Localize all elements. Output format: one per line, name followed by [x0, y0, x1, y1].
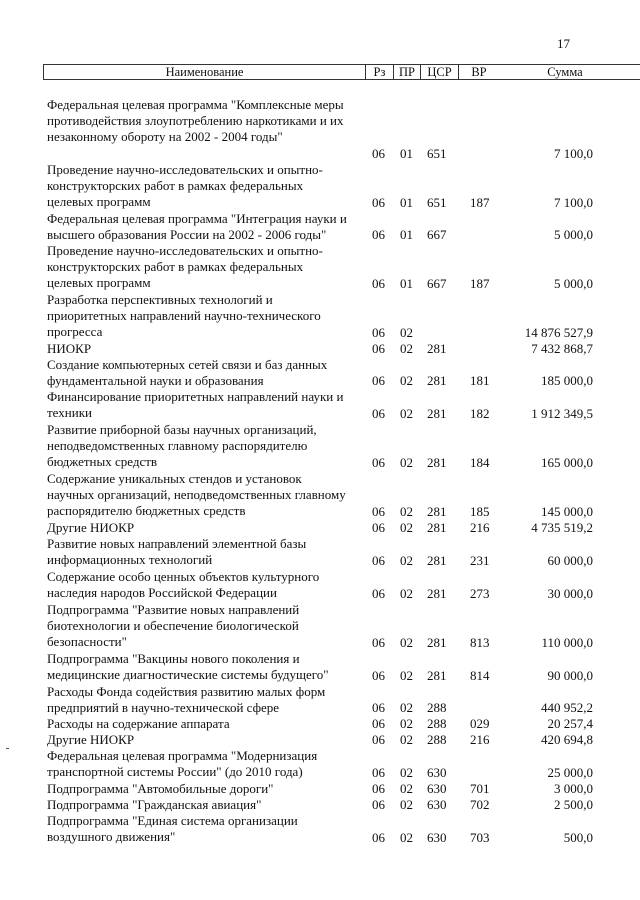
- row-csr: 281: [427, 553, 447, 568]
- row-name: Подпрограмма "Автомобильные дороги": [47, 781, 274, 796]
- row-sum: 7 432 868,7: [531, 341, 593, 356]
- row-rz: 06: [372, 373, 385, 388]
- row-sum: 420 694,8: [541, 732, 593, 747]
- row-pr: 01: [400, 276, 413, 291]
- row-sum: 500,0: [563, 830, 593, 845]
- row-csr: 281: [427, 520, 447, 535]
- row-sum: 165 000,0: [541, 455, 593, 470]
- row-pr: 02: [400, 781, 413, 796]
- row-rz: 06: [372, 716, 385, 731]
- table-row: [0, 357, 640, 389]
- column-header-rz: Рз: [366, 65, 394, 79]
- row-vr: 273: [470, 586, 490, 601]
- row-name: Подпрограмма "Развитие новых направлений биотехнологии и обеспечение биологической безопасности": [47, 602, 300, 650]
- row-pr: 02: [400, 520, 413, 535]
- page-number: 17: [557, 36, 570, 51]
- row-rz: 06: [372, 146, 385, 161]
- row-sum: 60 000,0: [547, 553, 593, 568]
- row-vr: 216: [470, 520, 490, 535]
- row-sum: 5 000,0: [554, 276, 593, 291]
- row-vr: 216: [470, 732, 490, 747]
- row-csr: 651: [427, 146, 447, 161]
- row-name: Проведение научно-исследовательских и опытно-конструкторских работ в рамках федеральных целевых программ: [47, 162, 323, 210]
- row-rz: 06: [372, 341, 385, 356]
- table-row: [0, 243, 640, 292]
- row-csr: 281: [427, 586, 447, 601]
- table-header: [43, 64, 640, 80]
- row-rz: 06: [372, 455, 385, 470]
- row-pr: 02: [400, 635, 413, 650]
- row-pr: 02: [400, 716, 413, 731]
- row-rz: 06: [372, 520, 385, 535]
- column-header-name: Наименование: [44, 65, 366, 79]
- row-sum: 25 000,0: [547, 765, 593, 780]
- row-pr: 01: [400, 227, 413, 242]
- row-name: НИОКР: [47, 341, 92, 356]
- row-sum: 30 000,0: [547, 586, 593, 601]
- row-vr: 182: [470, 406, 490, 421]
- row-sum: 3 000,0: [554, 781, 593, 796]
- row-pr: 02: [400, 504, 413, 519]
- row-csr: 630: [427, 830, 447, 845]
- row-name: Подпрограмма "Единая система организации воздушного движения": [47, 813, 298, 845]
- table-row: [0, 389, 640, 422]
- row-name: Федеральная целевая программа "Интеграция науки и высшего образования России на 2002 - 2006 годы": [47, 211, 347, 243]
- row-vr: 813: [470, 635, 490, 650]
- table-row: [0, 716, 640, 732]
- row-name: Разработка перспективных технологий и приоритетных направлений научно-технического прогресса: [47, 292, 321, 340]
- table-row: [0, 536, 640, 569]
- row-pr: 02: [400, 341, 413, 356]
- row-vr: 184: [470, 455, 490, 470]
- row-sum: 90 000,0: [547, 668, 593, 683]
- row-pr: 02: [400, 668, 413, 683]
- row-name: Федеральная целевая программа "Модернизация транспортной системы России" (до 2010 года): [47, 748, 318, 780]
- row-rz: 06: [372, 765, 385, 780]
- row-sum: 110 000,0: [541, 635, 593, 650]
- table-row: [0, 781, 640, 797]
- row-pr: 02: [400, 732, 413, 747]
- row-name: Развитие новых направлений элементной базы информационных технологий: [47, 536, 307, 568]
- row-rz: 06: [372, 325, 385, 340]
- row-rz: 06: [372, 406, 385, 421]
- row-rz: 06: [372, 830, 385, 845]
- row-csr: 281: [427, 341, 447, 356]
- table-row: [0, 520, 640, 536]
- row-name: Создание компьютерных сетей связи и баз данных фундаментальной науки и образования: [47, 357, 328, 389]
- table-row: [0, 748, 640, 781]
- row-pr: 01: [400, 195, 413, 210]
- column-header-vr: ВР: [471, 65, 487, 79]
- row-vr: 181: [470, 373, 490, 388]
- row-vr: 231: [470, 553, 490, 568]
- table-row: [0, 211, 640, 243]
- row-sum: 440 952,2: [541, 700, 593, 715]
- column-header-sum: Сумма: [547, 65, 583, 79]
- row-sum: 4 735 519,2: [531, 520, 593, 535]
- row-name: Другие НИОКР: [47, 732, 135, 747]
- row-vr: 185: [470, 504, 490, 519]
- row-name: Финансирование приоритетных направлений науки и техники: [47, 389, 344, 421]
- column-header-csr: ЦСР: [421, 65, 459, 79]
- row-csr: 281: [427, 504, 447, 519]
- table-row: [0, 292, 640, 341]
- row-pr: 02: [400, 325, 413, 340]
- row-csr: 667: [427, 276, 447, 291]
- row-csr: 630: [427, 765, 447, 780]
- row-rz: 06: [372, 553, 385, 568]
- row-sum: 14 876 527,9: [524, 325, 593, 340]
- row-pr: 02: [400, 553, 413, 568]
- row-name: Проведение научно-исследовательских и опытно-конструкторских работ в рамках федеральных целевых программ: [47, 243, 323, 291]
- row-name: Подпрограмма "Вакцины нового поколения и медицинские диагностические системы будущего": [47, 651, 329, 683]
- row-pr: 01: [400, 146, 413, 161]
- row-pr: 02: [400, 830, 413, 845]
- row-pr: 02: [400, 700, 413, 715]
- table-row: [0, 602, 640, 651]
- row-sum: 1 912 349,5: [531, 406, 593, 421]
- row-pr: 02: [400, 797, 413, 812]
- row-rz: 06: [372, 797, 385, 812]
- row-csr: 281: [427, 668, 447, 683]
- row-csr: 281: [427, 635, 447, 650]
- row-vr: 702: [470, 797, 490, 812]
- table-row: [0, 813, 640, 846]
- row-sum: 185 000,0: [541, 373, 593, 388]
- row-sum: 7 100,0: [554, 146, 593, 161]
- row-name: Другие НИОКР: [47, 520, 135, 535]
- row-rz: 06: [372, 635, 385, 650]
- row-name: Развитие приборной базы научных организаций, неподведомственных главному распорядителю бюджетных средств: [47, 422, 317, 470]
- table-row: [0, 569, 640, 602]
- row-rz: 06: [372, 504, 385, 519]
- row-pr: 02: [400, 455, 413, 470]
- row-sum: 20 257,4: [547, 716, 593, 731]
- row-rz: 06: [372, 276, 385, 291]
- table-row: [0, 422, 640, 471]
- row-csr: 281: [427, 373, 447, 388]
- row-pr: 02: [400, 765, 413, 780]
- row-csr: 651: [427, 195, 447, 210]
- table-row: [0, 732, 640, 748]
- row-name: Расходы на содержание аппарата: [47, 716, 230, 731]
- row-rz: 06: [372, 781, 385, 796]
- row-name: Расходы Фонда содействия развитию малых форм предприятий в научно-технической сфере: [47, 684, 326, 716]
- row-vr: 703: [470, 830, 490, 845]
- row-name: Содержание особо ценных объектов культурного наследия народов Российской Федерации: [47, 569, 320, 601]
- row-sum: 145 000,0: [541, 504, 593, 519]
- row-name: Содержание уникальных стендов и установок научных организаций, неподведомственных главному распорядителю бюджетных средств: [47, 471, 346, 519]
- table-row: [0, 341, 640, 357]
- row-rz: 06: [372, 227, 385, 242]
- row-csr: 281: [427, 455, 447, 470]
- row-sum: 2 500,0: [554, 797, 593, 812]
- table-row: [0, 97, 640, 162]
- row-vr: 187: [470, 276, 490, 291]
- row-pr: 02: [400, 406, 413, 421]
- row-csr: 281: [427, 406, 447, 421]
- row-rz: 06: [372, 732, 385, 747]
- row-csr: 288: [427, 716, 447, 731]
- row-rz: 06: [372, 668, 385, 683]
- row-vr: 029: [470, 716, 490, 731]
- table-row: [0, 162, 640, 211]
- row-pr: 02: [400, 373, 413, 388]
- row-csr: 288: [427, 732, 447, 747]
- row-name: Подпрограмма "Гражданская авиация": [47, 797, 262, 812]
- row-csr: 667: [427, 227, 447, 242]
- row-vr: 814: [470, 668, 490, 683]
- row-name: Федеральная целевая программа "Комплексные меры противодействия злоупотреблению наркотиками и их незаконному обороту на 2002 - 2004 годы": [47, 97, 344, 145]
- row-csr: 630: [427, 797, 447, 812]
- table-row: [0, 471, 640, 520]
- column-header-pr: ПР: [394, 65, 421, 79]
- row-rz: 06: [372, 700, 385, 715]
- row-sum: 5 000,0: [554, 227, 593, 242]
- row-sum: 7 100,0: [554, 195, 593, 210]
- row-vr: 701: [470, 781, 490, 796]
- row-rz: 06: [372, 195, 385, 210]
- row-rz: 06: [372, 586, 385, 601]
- row-csr: 630: [427, 781, 447, 796]
- row-vr: 187: [470, 195, 490, 210]
- table-row: [0, 684, 640, 716]
- table-row: [0, 797, 640, 813]
- row-pr: 02: [400, 586, 413, 601]
- table-row: [0, 651, 640, 684]
- row-csr: 288: [427, 700, 447, 715]
